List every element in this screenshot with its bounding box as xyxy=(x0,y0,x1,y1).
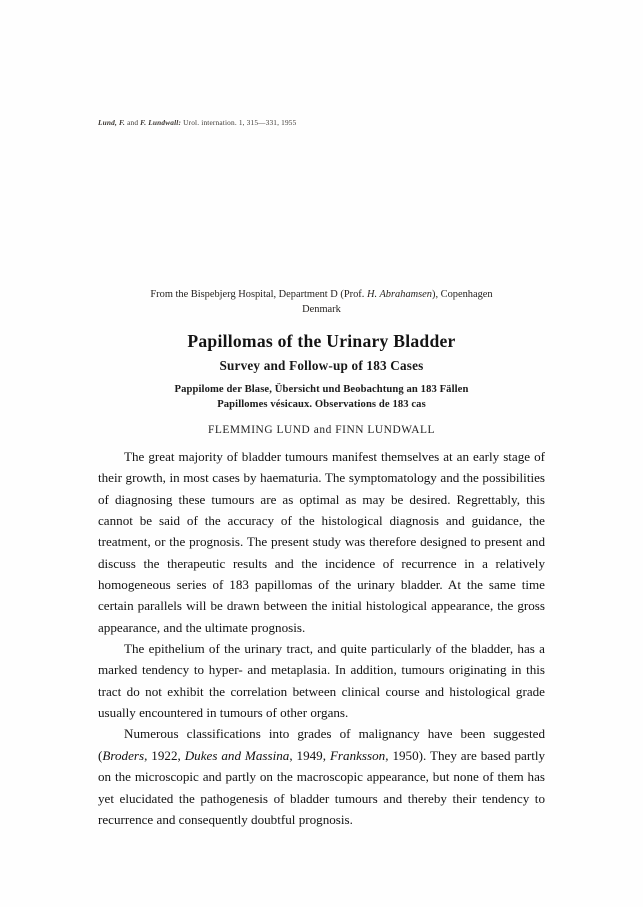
journal-citation-line xyxy=(98,118,545,127)
citation-reference: Urol. internation. 1, 315—331, 1955 xyxy=(181,118,297,127)
citation-author-1: Lund, F. xyxy=(98,118,126,127)
affiliation-line-1 xyxy=(83,288,560,303)
paragraph-3-sep-1: , 1922, xyxy=(144,747,185,763)
page-title: Papillomas of the Urinary Bladder xyxy=(187,331,456,351)
paragraph-3 xyxy=(98,723,545,830)
title-german: Pappilome der Blase, Übersicht und Beobachtung an 183 Fällen xyxy=(174,384,469,395)
title-block xyxy=(83,330,560,438)
reference-dukes-massina: Dukes and Massina xyxy=(184,747,290,763)
affiliation-prefix: From the Bispebjerg Hospital, Department D (Prof. xyxy=(150,289,367,300)
affiliation-line-2: Denmark xyxy=(302,303,341,315)
paragraph-2: The epithelium of the urinary tract, and quite particularly of the bladder, has a marked tendency to hyper- and metaplasia. In addition, tumours originating in this tract do not exhibit the correlation between clinical course and histological grade usually encountered in tumours of other organs. xyxy=(98,641,545,721)
page-subtitle: Survey and Follow-up of 183 Cases xyxy=(219,358,424,373)
paragraph-3-part-1: Numerous classifications into grades of malignancy have been suggested ( xyxy=(98,726,545,763)
title-french: Papillomes vésicaux. Observations de 183 cas xyxy=(217,399,426,410)
reference-broders: Broders xyxy=(102,747,145,763)
reference-franksson: Franksson xyxy=(329,747,386,763)
citation-conjunction: and xyxy=(125,118,141,127)
author-line: FLEMMING LUND and FINN LUNDWALL xyxy=(207,424,436,436)
article-body xyxy=(98,446,545,830)
paragraph-1: The great majority of bladder tumours manifest themselves at an early stage of their growth, in most cases by haematuria. The symptomatology and the possibilities of diagnosing these tumours are as optimal as may be desired. Regrettably, this cannot be said of the accuracy of the histological diagnosis and guidance, the treatment, or the prognosis. The present study was therefore designed to present and discuss the therapeutic results and the incidence of recurrence in a relatively homogeneous series of 183 papillomas of the urinary bladder. At the same time certain parallels will be drawn between the initial histological appearance, the gross appearance, and the ultimate prognosis. xyxy=(98,449,545,635)
affiliation-suffix: ), Copenhagen xyxy=(432,289,493,300)
affiliation-professor-name: H. Abrahamsen xyxy=(366,289,432,300)
paragraph-3-part-2: , 1950). They are based partly on the microscopic and partly on the macroscopic appearance, but none of them has yet elucidated the pathogenesis of bladder tumours and thereby their tendency to recurrence and consequently doubtful prognosis. xyxy=(98,747,546,827)
affiliation xyxy=(83,288,560,317)
paragraph-3-sep-2: , 1949, xyxy=(289,747,330,763)
citation-author-2: F. Lundwall: xyxy=(140,118,182,127)
